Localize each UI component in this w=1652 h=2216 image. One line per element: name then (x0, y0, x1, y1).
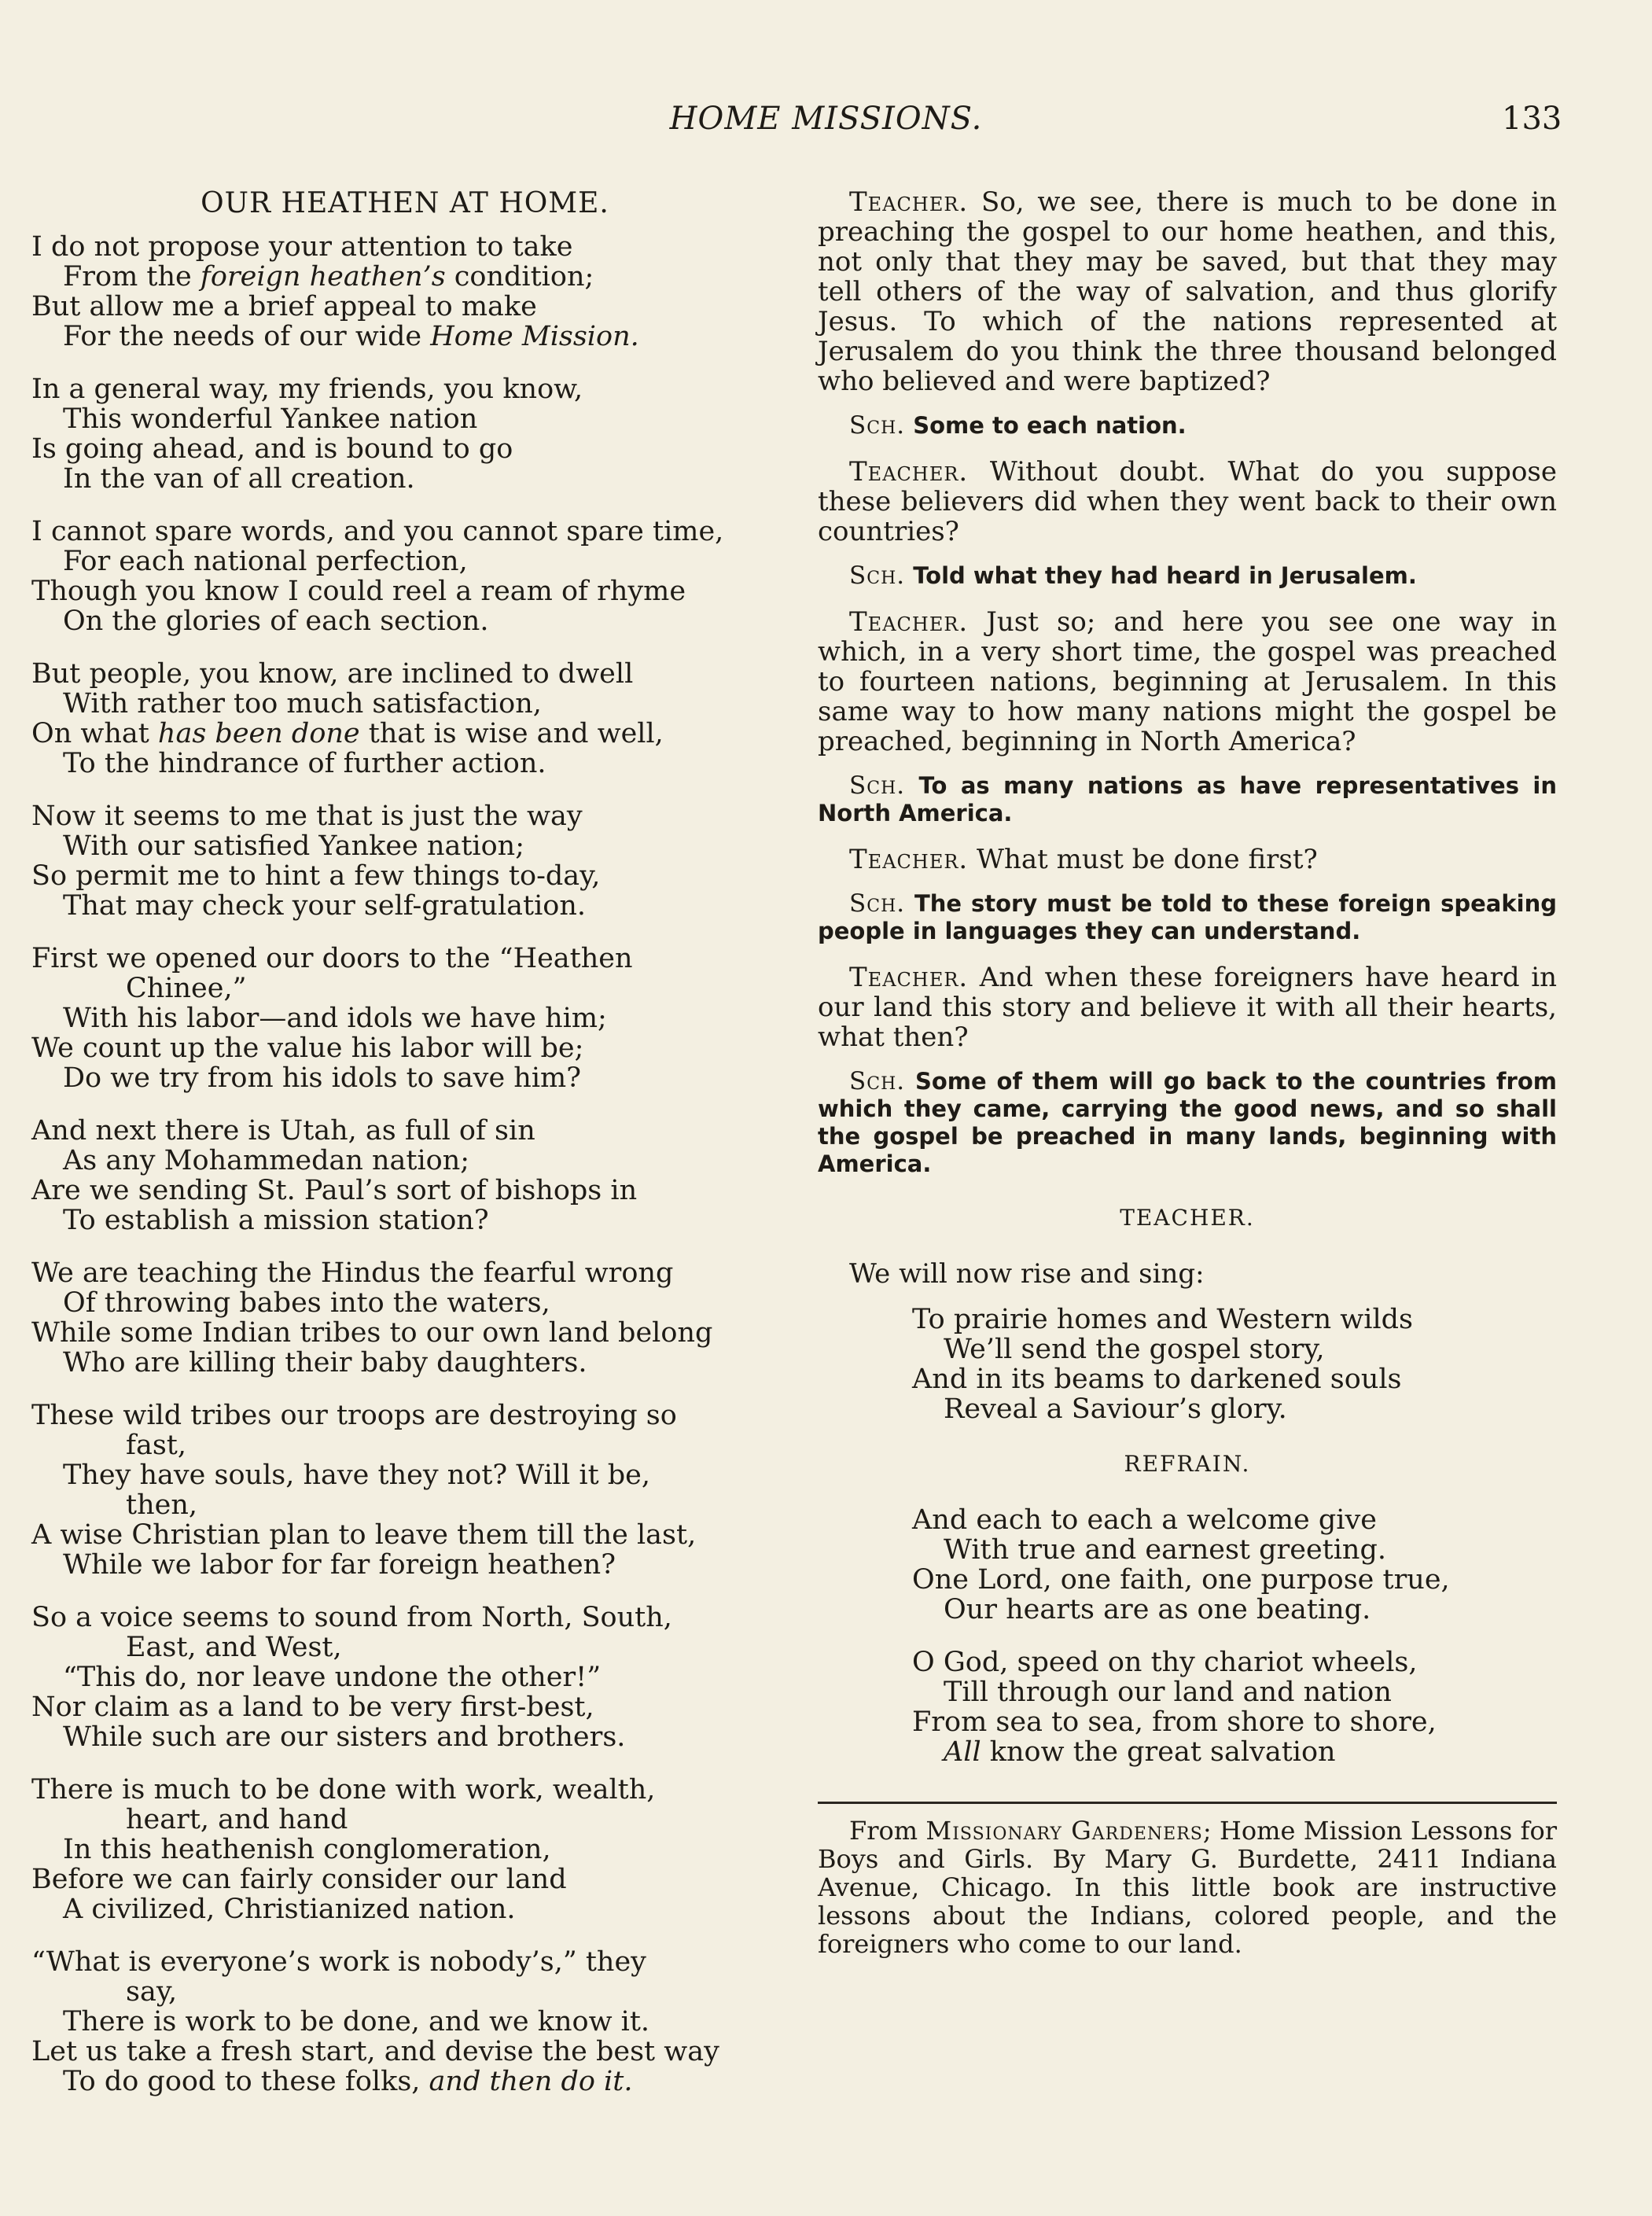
speaker-label: Sch. (849, 411, 906, 440)
verse-line: With rather too much satisfaction, (63, 688, 542, 720)
verse-line: And each to each a welcome give (912, 1504, 1377, 1536)
scholar-response: Sch. Some to each nation. (849, 411, 1187, 440)
verse-line: So permit me to hint a few things to-day, (31, 860, 601, 892)
verse-line: Is going ahead, and is bound to go (31, 433, 513, 465)
scholar-response: Sch. To as many nations as have representatives in North America. (818, 771, 1557, 826)
stanza (31, 232, 778, 352)
teacher-paragraph: Teacher. So, we see, there is much to be done in preaching the gospel to our home heathen, and this, not only that they may be saved, but that they may tell others of the way of salvation, and thus glorify Jesus. To which of the nations represented at Jerusalem do you think the three thousand belonged who believed and were baptized? (818, 186, 1557, 397)
stanza (31, 1775, 778, 1924)
verse-line: While some Indian tribes to our own land belong (31, 1317, 713, 1349)
verse-line: A wise Christian plan to leave them till the last, (31, 1519, 697, 1551)
verse-line: Who are killing their baby daughters. (63, 1347, 587, 1379)
stanza (31, 944, 778, 1093)
stanza (31, 517, 778, 636)
scholar-response: Sch. Told what they had heard in Jerusalem. (849, 561, 1417, 590)
verse-line: Chinee,” (126, 973, 247, 1004)
stanza (31, 659, 778, 779)
verse-line: In this heathenish conglomeration, (63, 1834, 551, 1865)
speaker-label: Teacher. (849, 186, 969, 218)
verse-line: From the foreign heathen’s condition; (63, 261, 594, 293)
verse-line: These wild tribes our troops are destroying so (31, 1400, 677, 1431)
verse-line: While such are our sisters and brothers. (63, 1721, 626, 1753)
verse-line: fast, (126, 1430, 186, 1461)
verse-line: A civilized, Christianized nation. (63, 1894, 516, 1925)
verse-line: Nor claim as a land to be very first-best, (31, 1691, 594, 1723)
teacher-paragraph: Teacher. What must be done first? (849, 844, 1318, 875)
teacher-paragraph: Teacher. And when these foreigners have heard in our land this story and believe it with all their hearts, what then? (818, 962, 1557, 1053)
stanza (31, 374, 778, 494)
verse-line: O God, speed on thy chariot wheels, (912, 1647, 1418, 1678)
song-verse (818, 1505, 1557, 1625)
song-verse (818, 1305, 1557, 1424)
verse-line: Till through our land and nation (944, 1677, 1392, 1708)
stanza (31, 1258, 778, 1378)
verse-line: We are teaching the Hindus the fearful wrong (31, 1257, 674, 1289)
verse-line: One Lord, one faith, one purpose true, (912, 1564, 1450, 1596)
left-column (31, 187, 778, 2119)
verse-line: With his labor—and idols we have him; (63, 1003, 607, 1034)
verse-line: To establish a mission station? (63, 1205, 489, 1236)
speaker-label: Sch. (849, 561, 906, 590)
verse-line: East, and West, (126, 1632, 342, 1663)
scholar-response: Sch. Some of them will go back to the countries from which they came, carrying the good news, and so shall the gospel be preached in many lands, beginning with America. (818, 1067, 1557, 1177)
stanza (31, 1401, 778, 1580)
verse-line: While we labor for far foreign heathen? (63, 1549, 616, 1581)
verse-line: So a voice seems to sound from North, South, (31, 1602, 672, 1633)
stanza (31, 1116, 778, 1235)
right-column (818, 187, 1557, 1958)
verse-line: And in its beams to darkened souls (912, 1364, 1402, 1395)
divider-rule (818, 1802, 1557, 1804)
verse-line: To prairie homes and Western wilds (912, 1304, 1414, 1335)
verse-line: This wonderful Yankee nation (63, 403, 478, 435)
verse-line: They have souls, have they not? Will it be, (63, 1460, 650, 1491)
song-intro: We will now rise and sing: (849, 1258, 1205, 1290)
verse-line: On what has been done that is wise and well, (31, 718, 664, 749)
verse-line: I cannot spare words, and you cannot spare time, (31, 516, 724, 547)
verse-line: Reveal a Saviour’s glory. (944, 1393, 1287, 1425)
verse-line: Are we sending St. Paul’s sort of bishops in (31, 1175, 638, 1206)
speaker-label: Teacher. (849, 456, 969, 488)
scholar-response: Sch. The story must be told to these foreign speaking people in languages they can understand. (818, 889, 1557, 944)
verse-line: As any Mohammedan nation; (63, 1145, 470, 1176)
verse-line: We count up the value his labor will be; (31, 1033, 584, 1064)
teacher-paragraph: Teacher. Just so; and here you see one way in which, in a very short time, the gospel was preached to fourteen nations, beginning at Jerusalem. In this same way to how many nations might the gospel be preached, beginning in North America? (818, 606, 1558, 757)
verse-line: For the needs of our wide Home Mission. (63, 321, 639, 352)
verse-line: then, (126, 1489, 197, 1521)
verse-line: With our satisfied Yankee nation; (63, 830, 525, 862)
verse-line: But allow me a brief appeal to make (31, 291, 537, 322)
speaker-label: Teacher. (849, 606, 969, 638)
verse-line: To do good to these folks, and then do it. (63, 2066, 633, 2097)
verse-line: Let us take a fresh start, and devise the best way (31, 2036, 719, 2067)
verse-line: From sea to sea, from shore to shore, (912, 1706, 1437, 1738)
verse-line: “What is everyone’s work is nobody’s,” they (31, 1946, 646, 1978)
speaker-label: Sch. (849, 889, 906, 918)
verse-line: That may check your self-gratulation. (63, 890, 586, 922)
verse-line: On the glories of each section. (63, 606, 489, 637)
verse-line: Though you know I could reel a ream of rhyme (31, 576, 686, 607)
stanza (31, 1947, 778, 2096)
speaker-label: Teacher. (849, 962, 969, 993)
verse-line: I do not propose your attention to take (31, 231, 573, 263)
verse-line: “This do, nor leave undone the other!” (63, 1662, 602, 1693)
verse-line: For each national perfection, (63, 546, 468, 577)
verse-line: With true and earnest greeting. (944, 1534, 1387, 1566)
speaker-label: Sch. (849, 771, 906, 800)
page-number: 133 (1502, 101, 1562, 137)
verse-line: In a general way, my friends, you know, (31, 374, 583, 405)
running-head: HOME MISSIONS. (669, 101, 983, 137)
stanza (31, 1603, 778, 1752)
verse-line: Now it seems to me that is just the way (31, 801, 583, 832)
verse-line: Of throwing babes into the waters, (63, 1287, 550, 1319)
song-verse (818, 1647, 1557, 1767)
refrain-heading: REFRAIN. (1124, 1451, 1251, 1477)
teacher-paragraph: Teacher. Without doubt. What do you suppose these believers did when they went back to their own countries? (818, 456, 1557, 547)
verse-line: Before we can fairly consider our land (31, 1864, 567, 1895)
verse-line: First we opened our doors to the “Heathen (31, 943, 633, 974)
song-heading: TEACHER. (1120, 1205, 1255, 1231)
poem-title: OUR HEATHEN AT HOME. (201, 187, 609, 219)
verse-line: say, (126, 1976, 178, 2008)
verse-line: But people, you know, are inclined to dwell (31, 658, 634, 690)
verse-line: There is much to be done with work, wealth, (31, 1774, 656, 1806)
verse-line: To the hindrance of further action. (63, 748, 546, 779)
verse-line: Do we try from his idols to save him? (63, 1062, 581, 1094)
speaker-label: Sch. (849, 1067, 906, 1095)
source-credit: From Missionary Gardeners; Home Mission Lessons for Boys and Girls. By Mary G. Burdette, 2411 Indiana Avenue, Chicago. In this little book are instructive lessons about the Indians, colored people, and the foreigners who come to our land. (818, 1816, 1558, 1959)
verse-line: heart, and hand (126, 1804, 348, 1835)
verse-line: We’ll send the gospel story, (944, 1334, 1325, 1365)
stanza (31, 801, 778, 921)
verse-line: All know the great salvation (944, 1736, 1336, 1768)
verse-line: In the van of all creation. (63, 463, 415, 495)
speaker-label: Teacher. (849, 844, 969, 875)
verse-line: Our hearts are as one beating. (944, 1594, 1371, 1625)
verse-line: There is work to be done, and we know it. (63, 2006, 650, 2037)
verse-line: And next there is Utah, as full of sin (31, 1115, 535, 1147)
